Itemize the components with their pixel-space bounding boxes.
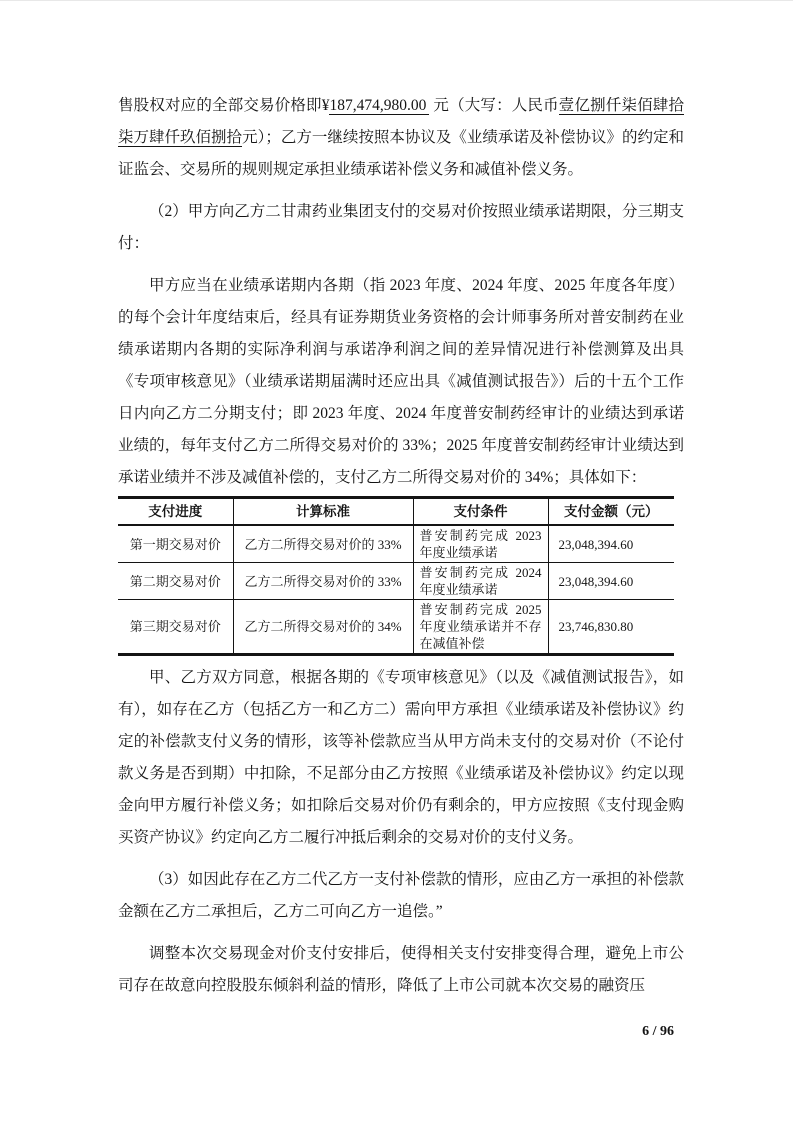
body-paragraph-2: （2）甲方向乙方二甘肃药业集团支付的交易对价按照业绩承诺期限，分三期支付： bbox=[118, 203, 684, 252]
cell-condition: 普安制药完成 2023 年度业绩承诺 bbox=[413, 525, 548, 563]
cell-amount: 23,746,830.80 bbox=[558, 619, 634, 634]
body-paragraph-4: 甲、乙方双方同意，根据各期的《专项审核意见》（以及《减值测试报告》，如有），如存在乙方（包括乙方一和乙方二）需向甲方承担《业绩承诺及补偿协议》约定的补偿款支付义务的情形，该等补偿款应当从甲方尚未支付的交易对价（不论付款义务是否到期）中扣除，不足部分由乙方按照《业绩承诺及补偿协议》约定以现金向甲方履行补偿义务；如扣除后交易对价仍有剩余的，甲方应按照《支付现金购买资产协议》约定向乙方二履行冲抵后剩余的交易对价的支付义务。 bbox=[118, 669, 684, 846]
body-paragraph-3: 甲方应当在业绩承诺期内各期（指 2023 年度、2024 年度、2025 年度各年度）的每个会计年度结束后，经具有证券期货业务资格的会计师事务所对普安制药在业绩承诺期内各期的实际净利润与承诺净利润之间的差异情况进行补偿测算及出具《专项审核意见》（业绩承诺期届满时还应出具《减值测试报告》）后的十五个工作日内向乙方二分期支付；即 2023 年度、2024 年度普安制药经审计的业绩达到承诺业绩的，每年支付乙方二所得交易对价的 33%；2025 年度普安制药经审计业绩达到承诺业绩并不涉及减值补偿的，支付乙方二所得交易对价的 34%；具体如下： bbox=[118, 277, 684, 486]
column-header-condition: 支付条件 bbox=[413, 498, 548, 526]
body-paragraph-6: 调整本次交易现金对价支付安排后，使得相关支付安排变得合理，避免上市公司存在故意向控股股东倾斜利益的情形，降低了上市公司就本次交易的融资压 bbox=[118, 945, 684, 994]
cell-condition: 普安制药完成 2024 年度业绩承诺 bbox=[413, 563, 548, 600]
table-row bbox=[118, 563, 674, 600]
cell-stage: 第一期交易对价 bbox=[118, 525, 233, 563]
table-row bbox=[118, 600, 674, 655]
cell-standard: 乙方二所得交易对价的 33% bbox=[233, 525, 413, 563]
cell-standard: 乙方二所得交易对价的 33% bbox=[233, 563, 413, 600]
payment-schedule-table bbox=[118, 496, 674, 656]
paragraph-text: 售股权对应的全部交易价格即¥ bbox=[118, 97, 330, 114]
page-number: 6 / 96 bbox=[642, 1024, 674, 1039]
transaction-price-figure: 187,474,980.00 bbox=[329, 97, 429, 115]
table-header-row bbox=[118, 498, 674, 526]
paragraph-text: 元）；乙方一继续按照本协议及《业绩承诺及补偿协议》的约定和证监会、交易所的规则规定承担业绩承诺补偿义务和减值补偿义务。 bbox=[118, 129, 684, 178]
body-paragraph-5: （3）如因此存在乙方二代乙方一支付补偿款的情形，应由乙方一承担的补偿款金额在乙方二承担后，乙方二可向乙方一追偿。” bbox=[118, 871, 684, 920]
column-header-stage: 支付进度 bbox=[118, 498, 233, 526]
cell-amount: 23,048,394.60 bbox=[548, 563, 674, 600]
cell-stage: 第二期交易对价 bbox=[118, 563, 233, 600]
paragraph-text: 元（大写：人民币 bbox=[429, 97, 559, 114]
cell-stage: 第三期交易对价 bbox=[118, 600, 233, 655]
cell-standard: 乙方二所得交易对价的 34% bbox=[233, 600, 413, 655]
cell-condition: 普安制药完成 2025 年度业绩承诺并不存在减值补偿 bbox=[413, 600, 548, 655]
column-header-amount: 支付金额（元） bbox=[548, 498, 674, 526]
column-header-standard: 计算标准 bbox=[233, 498, 413, 526]
transaction-price-in-words: 壹亿捌仟柒佰肆拾柒万肆仟玖佰捌拾 bbox=[118, 97, 684, 146]
table-row bbox=[118, 525, 674, 563]
body-paragraph-1 bbox=[118, 90, 684, 186]
cell-amount: 23,048,394.60 bbox=[548, 525, 674, 563]
page-content bbox=[118, 90, 684, 1012]
